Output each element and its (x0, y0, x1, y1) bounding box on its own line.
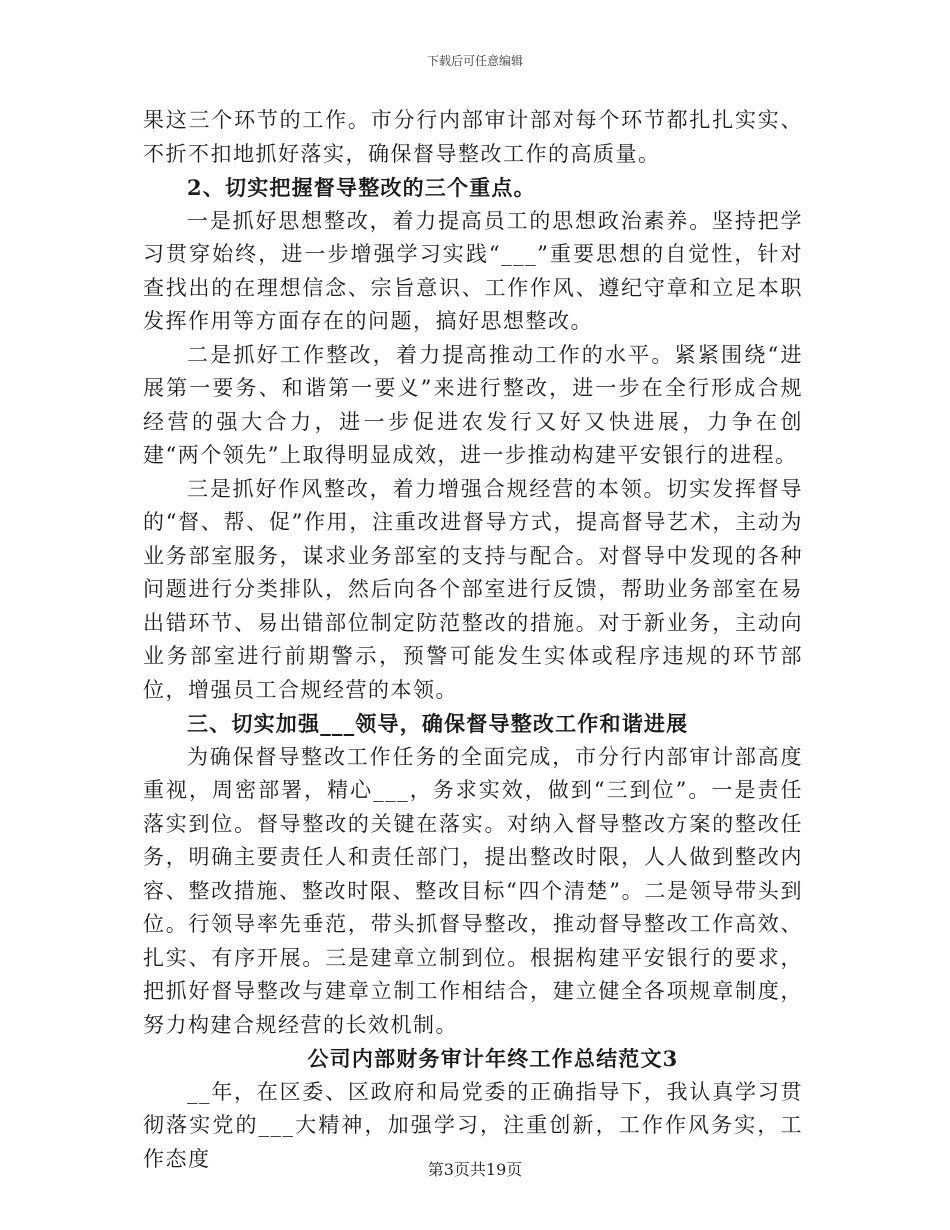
paragraph-style-rectification: 三是抓好作风整改，着力增强合规经营的本领。切实发挥督导的“督、帮、促”作用，注重改进督导方式，提高督导艺术，主动为业务部室服务，谋求业务部室的支持与配合。对督导中发现的各种问题进行分类排队，然后向各个部室进行反馈，帮助业务部室在易出错环节、易出错部位制定防范整改的措施。对于新业务，主动向业务部室进行前期警示，预警可能发生实体或程序违规的环节部位，增强员工合规经营的本领。 (143, 476, 803, 702)
paragraph-continuation: 果这三个环节的工作。市分行内部审计部对每个环节都扎扎实实、不折不扣地抓好落实，确保督导整改工作的高质量。 (143, 108, 803, 166)
page-header: 下载后可任意编辑 (426, 54, 523, 68)
page-number: 第3页共19页 (427, 1160, 523, 1179)
section-heading-2: 2、切实把握督导整改的三个重点。 (187, 175, 536, 200)
paragraph-annual-summary: __年，在区委、区政府和局党委的正确指导下，我认真学习贯彻落实党的___大精神，加强学习，注重创新，工作作风务实，工作态度 (143, 1079, 803, 1171)
document-body (143, 104, 803, 1176)
paragraph-work-rectification: 二是抓好工作整改，着力提高推动工作的水平。紧紧围绕“进展第一要务、和谐第一要义”来进行整改，进一步在全行形成合规经营的强大合力，进一步促进农发行又好又快进展，力争在创建“两个领先”上取得明显成效，进一步推动构建平安银行的进程。 (143, 342, 803, 467)
paragraph-ideology-rectification: 一是抓好思想整改，着力提高员工的思想政治素养。坚持把学习贯穿始终，进一步增强学习实践“___”重要思想的自觉性，针对查找出的在理想信念、宗旨意识、工作作风、遵纪守章和立足本职发挥作用等方面存在的问题，搞好思想整改。 (143, 208, 803, 333)
paragraph-three-in-place: 为确保督导整改工作任务的全面完成，市分行内部审计部高度重视，周密部署，精心___，务求实效，做到“三到位”。一是责任落实到位。督导整改的关键在落实。对纳入督导整改方案的整改任务，明确主要责任人和责任部门，提出整改时限，人人做到整改内容、整改措施、整改时限、整改目标“四个清楚”。二是领导带头到位。行领导率先垂范，带头抓督导整改，推动督导整改工作高效、扎实、有序开展。三是建章立制到位。根据构建平安银行的要求，把抓好督导整改与建章立制工作相结合，建立健全各项规章制度，努力构建合规经营的长效机制。 (143, 744, 803, 1037)
section-heading-3: 三、切实加强___领导，确保督导整改工作和谐进展 (187, 711, 689, 736)
document-title: 公司内部财务审计年终工作总结范文3 (307, 1046, 679, 1071)
